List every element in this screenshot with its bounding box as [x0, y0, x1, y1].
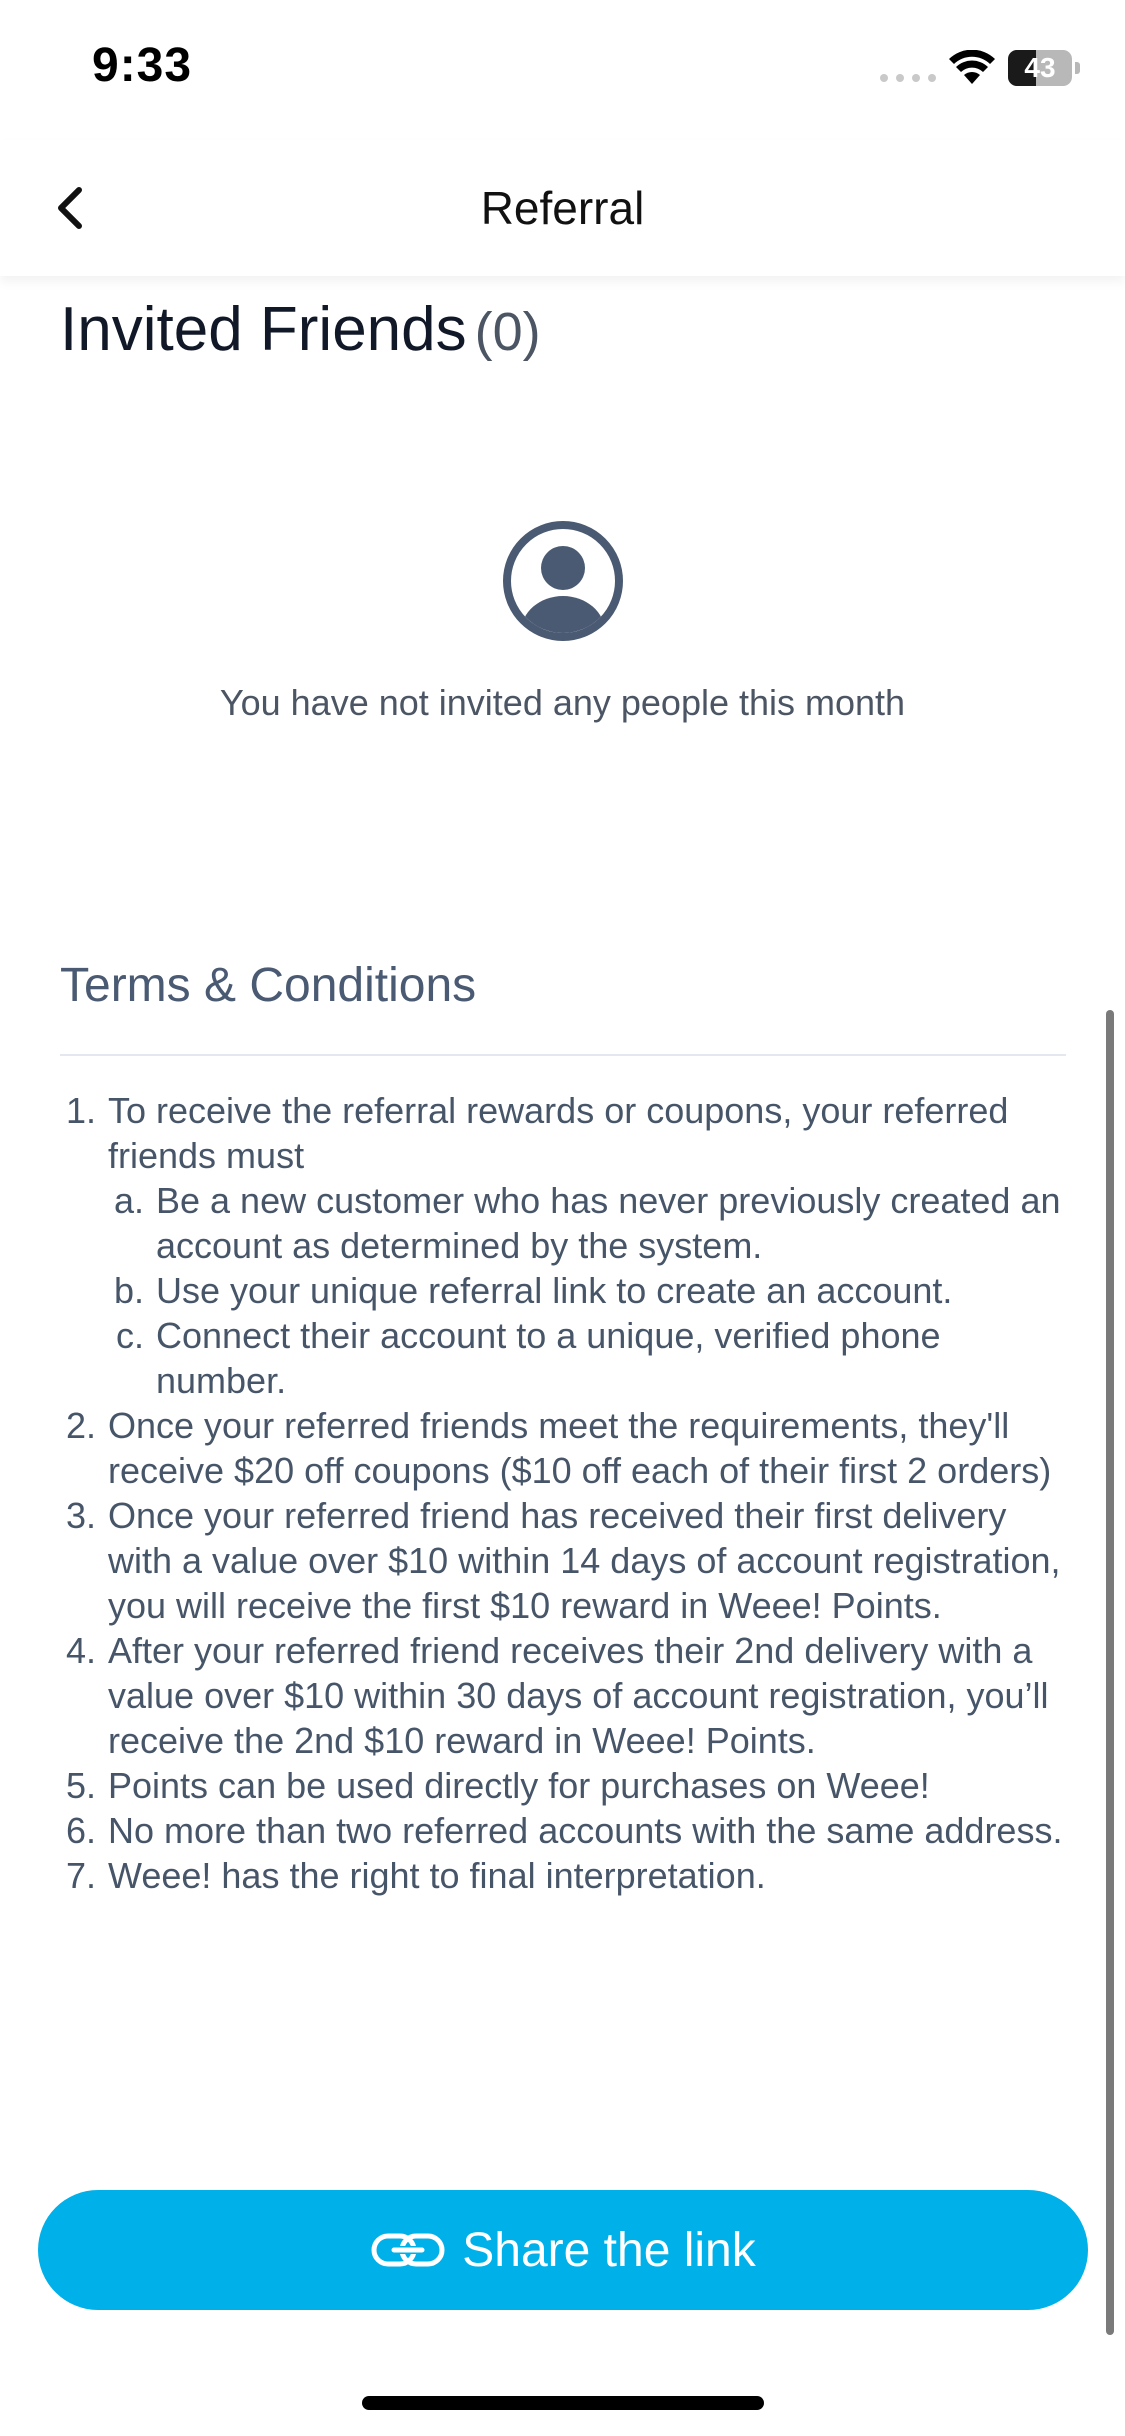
link-icon — [370, 2230, 446, 2270]
home-indicator — [362, 2396, 764, 2410]
term-sub-letter: a. — [113, 1180, 144, 1221]
term-sub-letter: c. — [115, 1315, 144, 1356]
term-item — [60, 1808, 1070, 1853]
empty-state — [0, 520, 1125, 724]
term-text: Weee! has the right to final interpretation. — [108, 1855, 766, 1896]
term-item — [60, 1853, 1070, 1898]
term-number: 5. — [65, 1765, 96, 1806]
term-sub-text: Be a new customer who has never previously created an account as determined by the system. — [156, 1180, 1061, 1266]
battery-level: 43 — [1024, 52, 1056, 83]
term-text: After your referred friend receives their 2nd delivery with a value over $10 within 30 days of account registration, you’ll receive the 2nd $10 reward in Weee! Points. — [108, 1630, 1049, 1761]
term-sub-list — [108, 1178, 1070, 1403]
term-number: 2. — [65, 1405, 96, 1446]
back-button[interactable] — [36, 174, 104, 242]
nav-bar — [0, 140, 1125, 276]
term-number: 1. — [65, 1090, 96, 1131]
invited-friends-count: (0) — [474, 302, 541, 362]
invited-friends-heading — [60, 294, 541, 365]
empty-message: You have not invited any people this month — [219, 682, 906, 723]
terms-title: Terms & Conditions — [60, 959, 477, 1012]
term-text: No more than two referred accounts with the same address. — [108, 1810, 1063, 1851]
cellular-signal-icon — [880, 74, 936, 82]
divider — [60, 1054, 1066, 1056]
page-title: Referral — [480, 182, 645, 234]
share-link-button[interactable] — [38, 2190, 1088, 2310]
term-item — [60, 1403, 1070, 1493]
status-bar — [0, 0, 1125, 140]
term-number: 7. — [65, 1855, 96, 1896]
term-number: 6. — [65, 1810, 96, 1851]
term-sub-item — [108, 1313, 1070, 1403]
term-sub-letter: b. — [113, 1270, 144, 1311]
term-number: 3. — [65, 1495, 96, 1536]
term-sub-text: Use your unique referral link to create an account. — [156, 1270, 953, 1311]
terms-list — [60, 1088, 1070, 1898]
term-item — [60, 1493, 1070, 1628]
chevron-left-icon — [55, 186, 85, 230]
term-item — [60, 1763, 1070, 1808]
scrollbar[interactable] — [1106, 1010, 1114, 2335]
term-sub-item — [108, 1268, 1070, 1313]
term-text: Once your referred friends meet the requirements, they'll receive $20 off coupons ($10 off each of their first 2 orders) — [108, 1405, 1052, 1491]
user-circle-icon — [502, 520, 624, 642]
term-sub-item — [108, 1178, 1070, 1268]
wifi-icon — [948, 50, 996, 86]
share-link-label: Share the link — [462, 2223, 756, 2277]
term-item — [60, 1628, 1070, 1763]
term-sub-text: Connect their account to a unique, verified phone number. — [156, 1315, 941, 1401]
battery-icon — [1008, 50, 1080, 86]
term-number: 4. — [65, 1630, 96, 1671]
term-text: To receive the referral rewards or coupons, your referred friends must — [108, 1090, 1009, 1176]
status-time: 9:33 — [92, 39, 193, 92]
term-text: Points can be used directly for purchases on Weee! — [108, 1765, 930, 1806]
term-text: Once your referred friend has received their first delivery with a value over $10 within 14 days of account registration, you will receive the first $10 reward in Weee! Points. — [108, 1495, 1061, 1626]
term-item — [60, 1088, 1070, 1403]
invited-friends-title: Invited Friends — [60, 295, 467, 364]
